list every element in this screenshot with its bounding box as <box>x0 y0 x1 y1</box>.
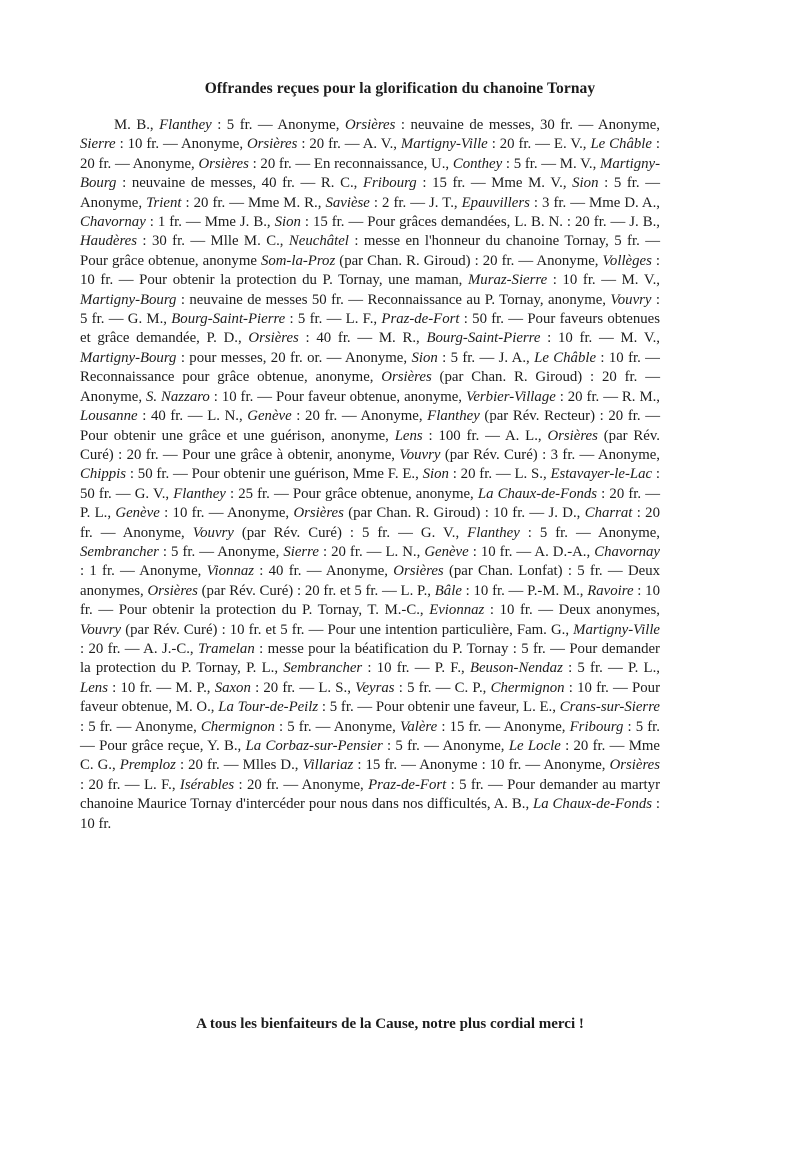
place-name: Orsières <box>147 582 198 599</box>
entry-text: : 40 fr. — Anonyme, <box>254 563 394 580</box>
place-name: Le Châble <box>590 136 652 153</box>
entry-text: : 5 fr. — Anonyme, <box>80 175 661 211</box>
place-name: Lens <box>80 679 108 696</box>
place-name: Bourg-Saint-Pierre <box>171 311 286 328</box>
place-name: Bâle <box>434 582 462 599</box>
entry-text: : 20 fr. — L. S., <box>250 679 356 696</box>
entry-text: : 50 fr. — G. V., <box>80 466 661 502</box>
entry-text: (par Chan. R. Giroud) : 20 fr. — Anonyme, <box>335 252 603 269</box>
place-name: La Corbaz-sur-Pensier <box>245 738 383 754</box>
place-name: Ravoire <box>587 582 634 599</box>
entry-text: : 5 fr. — Anonyme, <box>80 718 201 735</box>
entry-text: : 5 fr. — Anonyme, <box>519 524 660 541</box>
place-name: Haudères <box>80 233 137 250</box>
place-name: Martigny-Ville <box>400 136 488 153</box>
place-name: Vouvry <box>80 621 122 638</box>
place-name: Charrat <box>584 505 633 522</box>
place-name: Orsières <box>248 330 299 347</box>
entry-text: : 20 fr. — L. S., <box>448 466 551 483</box>
entry-text: : 30 fr. — Mlle M. C., <box>136 233 289 250</box>
entry-text: : 1 fr. — Anonyme, <box>80 563 207 580</box>
place-name: Orsières <box>344 117 396 133</box>
place-name: Neuchâtel <box>288 233 349 250</box>
place-name: Genève <box>115 505 160 522</box>
place-name: Sembrancher <box>283 660 363 677</box>
entry-text: : 10 fr. — Pour faveur obtenue, anonyme, <box>209 388 466 405</box>
place-name: Verbier-Village <box>465 388 556 405</box>
place-name: Som-la-Proz <box>260 252 336 269</box>
place-name: Sierre <box>283 543 319 560</box>
place-name: Vouvry <box>610 291 652 308</box>
place-name: Vionnaz <box>206 563 254 580</box>
place-name: Sion <box>411 349 438 366</box>
place-name: Beuson-Nendaz <box>469 660 563 677</box>
entry-text: : 20 fr. — P. L., <box>80 485 660 522</box>
entry-text: : 20 fr. — Mme C. G., <box>80 738 660 774</box>
place-name: Tramelan <box>197 640 255 657</box>
place-name: Praz-de-Fort <box>368 776 447 793</box>
place-name: Martigny-Bourg <box>80 291 177 308</box>
entry-text: : 20 fr. — R. M., <box>555 388 660 405</box>
entry-text: : 15 fr. — Anonyme, <box>437 718 570 735</box>
place-name: Orsières <box>393 563 444 580</box>
entry-text: : 10 fr. — A. D.-A., <box>468 543 595 560</box>
entry-text: : 50 fr. — Pour faveurs obtenues et grâce demandée, P. D., <box>80 311 660 347</box>
place-name: Flanthey <box>427 408 480 425</box>
entry-text: : 40 fr. — M. R., <box>298 330 427 347</box>
entry-text: (par Chan. R. Giroud) : 10 fr. — J. D., <box>343 505 585 522</box>
entry-text: : 5 fr. — C. P., <box>394 679 491 696</box>
entry-text: : 5 fr. — Pour obtenir une faveur, L. E., <box>318 699 560 716</box>
entry-text: : 10 fr. — Deux anonymes, <box>484 602 660 619</box>
entry-text: : 10 fr. — M. P., <box>107 679 215 696</box>
place-name: Sion <box>572 175 599 192</box>
place-name: La Tour-de-Peilz <box>218 699 319 716</box>
place-name: Fribourg <box>569 718 624 735</box>
place-name: Flanthey <box>159 117 212 133</box>
place-name: Le Locle <box>508 738 561 754</box>
place-name: Genève <box>247 408 292 425</box>
entry-text: : 15 fr. — Anonyme : 10 fr. — Anonyme, <box>353 757 610 774</box>
place-name: Chermignon <box>490 679 565 696</box>
place-name: Chippis <box>80 466 127 483</box>
entry-text: : 5 fr. — Anonyme, <box>274 718 400 735</box>
entry-text: : 10 fr. — Pour faveur obtenue, M. O., <box>80 679 660 716</box>
entry-text: : 2 fr. — J. T., <box>369 194 462 211</box>
entry-text: : messe en l'honneur du chanoine Tornay, 5 fr. — Pour grâce obtenue, anonyme <box>80 233 660 269</box>
place-name: Orsières <box>293 505 344 522</box>
entry-text: : 20 fr. — L. F., <box>80 776 180 793</box>
place-name: Estavayer-le-Lac <box>550 466 653 483</box>
entry-text: M. B., <box>114 117 160 133</box>
place-name: Vollèges <box>602 252 652 269</box>
entry-text: : 20 fr. — Mlles D., <box>175 757 303 774</box>
entry-text: : 20 fr. — E. V., <box>487 136 591 153</box>
place-name: Martigny-Ville <box>573 621 660 638</box>
place-name: Orsières <box>246 136 298 153</box>
place-name: Flanthey <box>173 485 226 502</box>
entry-text: (par Rév. Curé) : 20 fr. et 5 fr. — L. P., <box>197 582 435 599</box>
place-name: Conthey <box>452 155 503 172</box>
entry-text: : 5 fr. — Anonyme, <box>382 738 509 754</box>
place-name: Villariaz <box>302 757 354 774</box>
place-name: La Chaux-de-Fonds <box>477 485 598 502</box>
place-name: Vouvry <box>399 446 441 463</box>
place-name: Orsières <box>198 155 249 172</box>
entry-text: : 50 fr. — Pour obtenir une guérison, Mme F. E., <box>126 466 423 483</box>
entry-text: : 25 fr. — Pour grâce obtenue, anonyme, <box>225 485 478 502</box>
entry-text: : 5 fr. — L. F., <box>285 311 382 328</box>
entry-text: : 10 fr. — P. F., <box>362 660 470 677</box>
place-name: Genève <box>424 543 469 560</box>
entry-text: : messe pour la béatification du P. Tornay : 5 fr. — Pour demander la protection du P. Tornay, P. L., <box>80 640 660 677</box>
place-name: Fribourg <box>362 175 417 192</box>
entry-text: : 10 fr. — M. V., <box>540 330 661 347</box>
entry-text: : 10 fr. — M. V., <box>547 272 661 289</box>
page-title: Offrandes reçues pour la glorification du chanoine Tornay <box>204 80 596 97</box>
place-name: Crans-sur-Sierre <box>559 699 660 716</box>
entry-text: : neuvaine de messes, 40 fr. — R. C., <box>116 175 363 192</box>
place-name: Vouvry <box>192 524 234 541</box>
entry-text: : neuvaine de messes, 30 fr. — Anonyme, <box>395 117 660 133</box>
place-name: Valère <box>399 718 438 735</box>
entry-text: : 5 fr. — P. L., <box>562 660 660 677</box>
entry-text: (par Chan. Lonfat) : 5 fr. — Deux anonymes, <box>80 563 660 599</box>
place-name: Orsières <box>609 757 660 774</box>
entry-text: (par Rév. Curé) : 3 fr. — Anonyme, <box>440 446 660 463</box>
entry-text: : 5 fr. — Anonyme, <box>211 117 345 133</box>
entry-text: : 10 fr. — Anonyme, <box>159 505 294 522</box>
place-name: Sion <box>274 214 301 231</box>
place-name: Sierre <box>80 136 116 153</box>
entry-text: : 20 fr. — Mme M. R., <box>181 194 326 211</box>
place-name: Evionnaz <box>429 602 485 619</box>
place-name: Orsières <box>547 427 598 444</box>
entry-text: : pour messes, 20 fr. or. — Anonyme, <box>176 349 412 366</box>
entry-text: : 10 fr. — Pour obtenir la protection du P. Tornay, une maman, <box>80 252 661 289</box>
entry-text: : 100 fr. — A. L., <box>422 427 548 444</box>
place-name: Savièse <box>325 194 370 211</box>
entry-text: : 20 fr. — En reconnaissance, U., <box>248 155 453 172</box>
place-name: Praz-de-Fort <box>381 311 460 328</box>
entry-text: : 15 fr. — Mme M. V., <box>416 175 573 192</box>
place-name: Trient <box>146 194 182 211</box>
entry-text: : 5 fr. — G. M., <box>80 291 660 328</box>
closing-thanks: A tous les bienfaiteurs de la Cause, notre plus cordial merci ! <box>196 1016 584 1032</box>
place-name: Sion <box>422 466 449 483</box>
place-name: S. Nazzaro <box>146 388 210 405</box>
entry-text: (par Rév. Curé) : 5 fr. — G. V., <box>233 524 468 541</box>
place-name: Martigny-Bourg <box>80 349 177 366</box>
place-name: Epauvillers <box>461 194 530 211</box>
place-name: Chavornay <box>80 214 146 231</box>
place-name: Le Châble <box>534 349 597 366</box>
place-name: Chavornay <box>594 543 660 560</box>
place-name: Muraz-Sierre <box>467 272 548 289</box>
entry-text: : 20 fr. — Anonyme, <box>291 408 428 425</box>
entry-text: : 10 fr. — P.-M. M., <box>461 582 588 599</box>
entry-text: : 1 fr. — Mme J. B., <box>145 214 275 231</box>
entry-text: : 20 fr. — A. J.-C., <box>80 640 198 657</box>
entry-text: : 5 fr. — M. V., <box>502 155 600 172</box>
entry-text: : 10 fr. <box>80 796 661 832</box>
entry-text: : 10 fr. — Pour obtenir la protection du P. Tornay, T. M.-C., <box>80 582 660 619</box>
entry-text: (par Chan. R. Giroud) : 20 fr. — Anonyme, <box>80 369 660 405</box>
entry-text: : 20 fr. — Anonyme, <box>80 136 660 172</box>
entry-text: : 20 fr. — Anonyme, <box>234 776 369 793</box>
place-name: Lousanne <box>80 408 138 425</box>
entry-text: (par Rév. Curé) : 20 fr. — Pour une grâce à obtenir, anonyme, <box>80 427 660 463</box>
place-name: Orsières <box>381 369 432 386</box>
entry-text: (par Rév. Curé) : 10 fr. et 5 fr. — Pour une intention particulière, Fam. G., <box>121 621 574 638</box>
place-name: Saxon <box>214 679 251 696</box>
entry-text: : 5 fr. — J. A., <box>437 349 535 366</box>
place-name: Bourg-Saint-Pierre <box>426 330 541 347</box>
entry-text: : 5 fr. — Anonyme, <box>158 543 284 560</box>
entry-text: : 20 fr. — Anonyme, <box>80 505 660 541</box>
offerings-list <box>80 116 660 834</box>
place-name: Martigny-Bourg <box>80 155 660 192</box>
entry-text: : 10 fr. — Anonyme, <box>115 136 247 153</box>
place-name: Premploz <box>119 757 176 774</box>
entry-text: : 5 fr. — Pour demander au martyr chanoine Maurice Tornay d'intercéder pour nous dans nos difficultés, A. B., <box>80 776 660 813</box>
place-name: La Chaux-de-Fonds <box>533 796 653 813</box>
entry-text: : 5 fr. — Pour grâce reçue, Y. B., <box>80 718 660 754</box>
entry-text: : 20 fr. — L. N., <box>318 543 425 560</box>
place-name: Lens <box>394 427 423 444</box>
place-name: Sembrancher <box>80 543 159 560</box>
entry-text: : 3 fr. — Mme D. A., <box>529 194 661 211</box>
place-name: Veyras <box>355 679 395 696</box>
entry-text: : neuvaine de messes 50 fr. — Reconnaissance au P. Tornay, anonyme, <box>176 291 611 308</box>
place-name: Isérables <box>179 776 235 793</box>
place-name: Flanthey <box>467 524 520 541</box>
entry-text: : 40 fr. — L. N., <box>137 408 248 425</box>
entry-text: : 10 fr. — Reconnaissance pour grâce obtenue, anonyme, <box>80 349 660 386</box>
entry-text: : 15 fr. — Pour grâces demandées, L. B. N. : 20 fr. — J. B., <box>300 214 660 231</box>
place-name: Chermignon <box>200 718 275 735</box>
entry-text: : 20 fr. — A. V., <box>297 136 401 153</box>
entry-text: (par Rév. Recteur) : 20 fr. — Pour obtenir une grâce et une guérison, anonyme, <box>80 408 660 444</box>
